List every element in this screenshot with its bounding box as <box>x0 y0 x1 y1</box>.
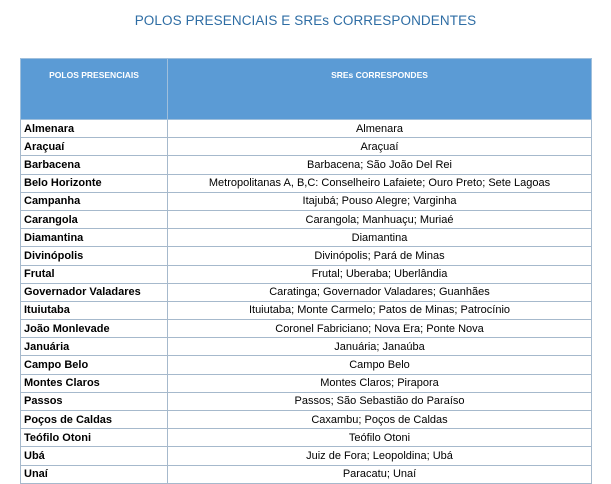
table-row <box>21 247 592 265</box>
polo-cell: João Monlevade <box>21 320 168 338</box>
polo-cell: Januária <box>21 338 168 356</box>
sre-cell: Campo Belo <box>168 356 592 374</box>
polo-cell: Barbacena <box>21 156 168 174</box>
sre-cell: Carangola; Manhuaçu; Muriaé <box>168 210 592 228</box>
sre-cell: Ituiutaba; Monte Carmelo; Patos de Minas; Patrocínio <box>168 301 592 319</box>
sre-cell: Frutal; Uberaba; Uberlândia <box>168 265 592 283</box>
sre-cell: Barbacena; São João Del Rei <box>168 156 592 174</box>
document-title: POLOS PRESENCIAIS E SREs CORRESPONDENTES <box>134 13 477 28</box>
table-row <box>21 192 592 210</box>
polo-cell: Campo Belo <box>21 356 168 374</box>
sre-cell: Divinópolis; Pará de Minas <box>168 247 592 265</box>
table-row <box>21 392 592 410</box>
table-row <box>21 429 592 447</box>
polo-cell: Frutal <box>21 265 168 283</box>
polo-cell: Ituiutaba <box>21 301 168 319</box>
polo-cell: Teófilo Otoni <box>21 429 168 447</box>
sre-cell: Juiz de Fora; Leopoldina; Ubá <box>168 447 592 465</box>
sre-cell: Itajubá; Pouso Alegre; Varginha <box>168 192 592 210</box>
polo-cell: Poços de Caldas <box>21 411 168 429</box>
column-header-polos: POLOS PRESENCIAIS <box>21 59 168 120</box>
polo-cell: Divinópolis <box>21 247 168 265</box>
sre-cell: Metropolitanas A, B,C: Conselheiro Lafaiete; Ouro Preto; Sete Lagoas <box>168 174 592 192</box>
table-row <box>21 356 592 374</box>
sre-cell: Diamantina <box>168 229 592 247</box>
table-row <box>21 411 592 429</box>
table-row <box>21 283 592 301</box>
polo-cell: Ubá <box>21 447 168 465</box>
table-header-row <box>21 59 592 120</box>
polos-table <box>20 58 592 484</box>
polo-cell: Governador Valadares <box>21 283 168 301</box>
column-header-sres: SREs CORRESPONDES <box>168 59 592 120</box>
table-row <box>21 210 592 228</box>
sre-cell: Coronel Fabriciano; Nova Era; Ponte Nova <box>168 320 592 338</box>
sre-cell: Teófilo Otoni <box>168 429 592 447</box>
table-row <box>21 465 592 483</box>
table-row <box>21 156 592 174</box>
polo-cell: Unaí <box>21 465 168 483</box>
sre-cell: Passos; São Sebastião do Paraíso <box>168 392 592 410</box>
sre-cell: Caxambu; Poços de Caldas <box>168 411 592 429</box>
table-row <box>21 174 592 192</box>
table-row <box>21 447 592 465</box>
table-row <box>21 138 592 156</box>
polo-cell: Passos <box>21 392 168 410</box>
table-row <box>21 229 592 247</box>
table-row <box>21 338 592 356</box>
table-row <box>21 120 592 138</box>
polo-cell: Araçuaí <box>21 138 168 156</box>
sre-cell: Caratinga; Governador Valadares; Guanhães <box>168 283 592 301</box>
polo-cell: Carangola <box>21 210 168 228</box>
sre-cell: Paracatu; Unaí <box>168 465 592 483</box>
sre-cell: Januária; Janaúba <box>168 338 592 356</box>
table-row <box>21 374 592 392</box>
polo-cell: Montes Claros <box>21 374 168 392</box>
table-row <box>21 320 592 338</box>
table-row <box>21 301 592 319</box>
polo-cell: Campanha <box>21 192 168 210</box>
polo-cell: Diamantina <box>21 229 168 247</box>
table-row <box>21 265 592 283</box>
table-body <box>21 120 592 484</box>
polo-cell: Belo Horizonte <box>21 174 168 192</box>
sre-cell: Almenara <box>168 120 592 138</box>
sre-cell: Montes Claros; Pirapora <box>168 374 592 392</box>
sre-cell: Araçuaí <box>168 138 592 156</box>
polo-cell: Almenara <box>21 120 168 138</box>
